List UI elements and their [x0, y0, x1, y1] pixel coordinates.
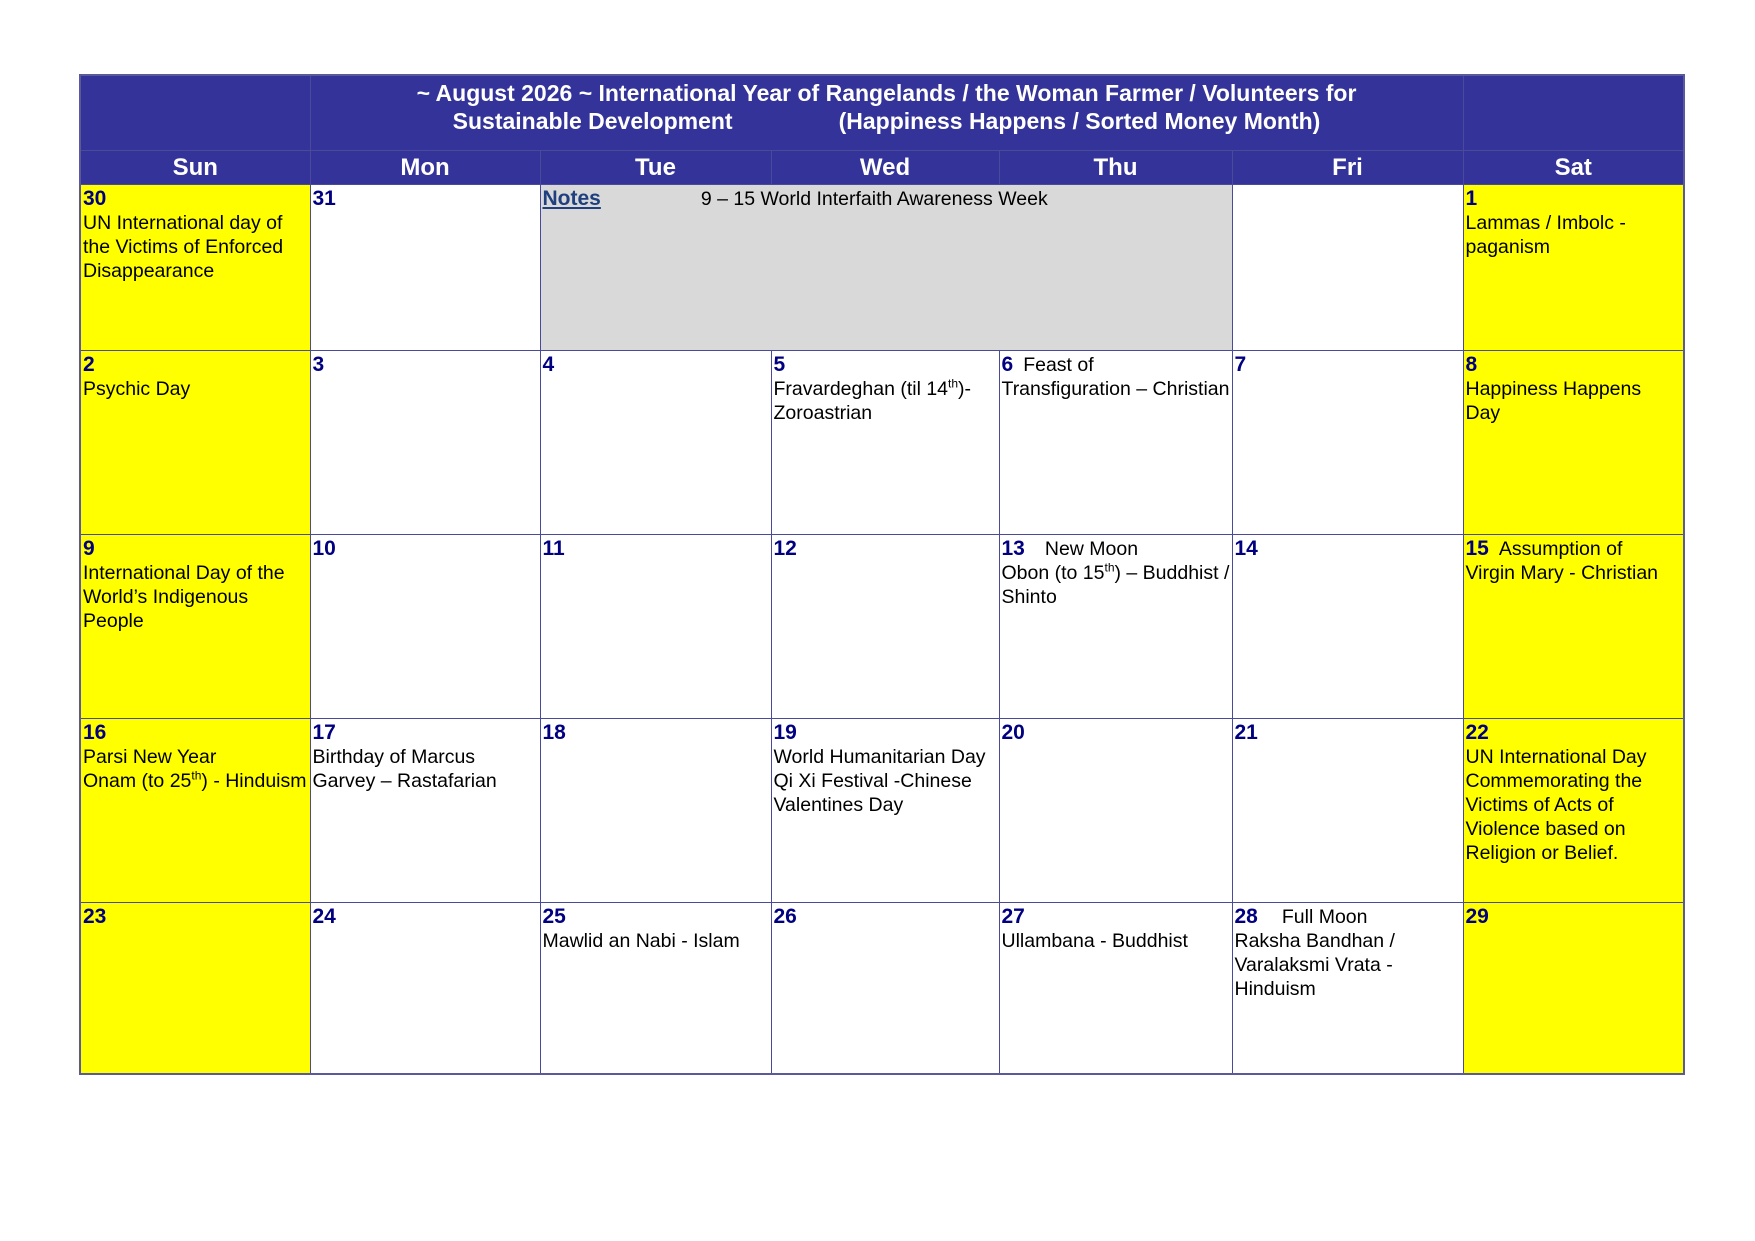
day-cell-11: [540, 535, 771, 719]
event-text: [774, 377, 997, 425]
date-number: 9: [83, 537, 95, 560]
date-number: 1: [1465, 187, 1478, 210]
day-cell-5: [771, 351, 999, 535]
event-text-sup: th: [948, 376, 959, 391]
date-number: 29: [1465, 905, 1489, 928]
event-text: Raksha Bandhan / Varalaksmi Vrata - Hinduism: [1234, 930, 1395, 1000]
date-number: 18: [542, 721, 566, 744]
date-number: 26: [773, 905, 797, 928]
day-cell-20: [999, 719, 1232, 903]
day-cell-10: [310, 535, 540, 719]
date-number: 24: [312, 905, 336, 928]
notes-text: 9 – 15 World Interfaith Awareness Week: [700, 188, 1048, 210]
event-text-inline: Assumption of: [1498, 538, 1623, 560]
date-number: 21: [1234, 721, 1258, 744]
title-line-2-right: (Happiness Happens / Sorted Money Month): [838, 108, 1321, 134]
event-text: UN International Day Commemorating the Victims of Acts of Violence based on Religion or Belief.: [1465, 746, 1647, 864]
day-cell-18: [540, 719, 771, 903]
event-text-inline: Feast of: [1023, 354, 1094, 376]
event-text-sup: th: [191, 768, 202, 783]
event-text: Happiness Happens Day: [1465, 378, 1642, 424]
date-number: 3: [312, 353, 325, 376]
day-cell-6: [999, 351, 1232, 535]
week-row-3: [80, 535, 1684, 719]
day-cell-27: [999, 903, 1232, 1075]
title-line-2: [311, 107, 1463, 135]
date-number: 23: [83, 905, 107, 928]
event-text-part: ) - Hinduism: [201, 770, 307, 792]
day-cell-9: [80, 535, 310, 719]
event-text-part: Fravardeghan (til 14: [773, 378, 949, 400]
date-number: 14: [1234, 537, 1258, 560]
event-text-part: ) – Buddhist / Shinto: [1001, 562, 1230, 608]
event-text: Transfiguration – Christian: [1001, 378, 1230, 400]
day-cell-4: [540, 351, 771, 535]
day-cell-26: [771, 903, 999, 1075]
event-text: UN International day of the Victims of Enforced Disappearance: [83, 212, 284, 282]
day-cell-15: [1463, 535, 1684, 719]
date-number: 4: [542, 353, 555, 376]
day-cell-19: [771, 719, 999, 903]
day-header-row: [80, 151, 1684, 185]
day-cell-13: [999, 535, 1232, 719]
date-number: 30: [83, 187, 107, 210]
date-number: 5: [773, 353, 786, 376]
title-line-2-left: Sustainable Development: [452, 108, 733, 134]
notes-title: Notes: [542, 187, 601, 210]
date-number: 22: [1465, 721, 1489, 744]
date-number: 10: [312, 537, 336, 560]
event-text: International Day of the World’s Indigenous People: [83, 562, 285, 632]
date-number: 28: [1234, 905, 1258, 928]
event-text-sup: th: [1104, 560, 1115, 575]
event-text: Virgin Mary - Christian: [1465, 562, 1659, 584]
event-text: Mawlid an Nabi - Islam: [542, 930, 740, 952]
calendar-title: [310, 75, 1463, 151]
date-number: 2: [83, 353, 95, 376]
date-number: 25: [542, 905, 566, 928]
day-cell-31: [310, 185, 540, 351]
date-number: 27: [1001, 905, 1025, 928]
day-cell-30: [80, 185, 310, 351]
week-row-4: [80, 719, 1684, 903]
event-text: [1002, 561, 1230, 609]
day-cell-29: [1463, 903, 1684, 1075]
week-row-1: [80, 185, 1684, 351]
day-cell-28: [1232, 903, 1463, 1075]
event-text: [83, 769, 308, 793]
day-header-sun: Sun: [80, 151, 310, 185]
day-cell-2: [80, 351, 310, 535]
title-line-1: ~ August 2026 ~ International Year of Rangelands / the Woman Farmer / Volunteers for: [416, 80, 1357, 106]
event-text: Birthday of Marcus Garvey – Rastafarian: [312, 746, 497, 792]
date-number: 20: [1001, 721, 1025, 744]
day-cell-7: [1232, 351, 1463, 535]
event-text-inline: Full Moon: [1281, 906, 1368, 928]
day-header-tue: Tue: [540, 151, 771, 185]
day-cell-3: [310, 351, 540, 535]
day-cell-23: [80, 903, 310, 1075]
event-text: Parsi New Year: [83, 746, 217, 768]
date-number: 8: [1465, 353, 1478, 376]
day-header-thu: Thu: [999, 151, 1232, 185]
notes-cell: [540, 185, 1232, 351]
day-header-wed: Wed: [771, 151, 999, 185]
day-cell-12: [771, 535, 999, 719]
day-cell-22: [1463, 719, 1684, 903]
calendar-table: [79, 74, 1685, 1075]
event-text-inline: New Moon: [1044, 538, 1139, 560]
week-row-5: [80, 903, 1684, 1075]
day-header-sat: Sat: [1463, 151, 1684, 185]
day-cell-blank: [1232, 185, 1463, 351]
event-text: Lammas / Imbolc - paganism: [1465, 212, 1626, 258]
event-text-part: Onam (to 25: [83, 770, 192, 792]
day-cell-25: [540, 903, 771, 1075]
date-number: 11: [542, 537, 565, 560]
date-number: 12: [773, 537, 797, 560]
day-cell-14: [1232, 535, 1463, 719]
date-number: 7: [1234, 353, 1247, 376]
title-spacer-right: [1463, 75, 1684, 151]
week-row-2: [80, 351, 1684, 535]
day-header-fri: Fri: [1232, 151, 1463, 185]
event-text: Qi Xi Festival -Chinese Valentines Day: [773, 770, 972, 816]
day-cell-8: [1463, 351, 1684, 535]
date-number: 13: [1001, 537, 1025, 560]
day-cell-17: [310, 719, 540, 903]
date-number: 19: [773, 721, 797, 744]
day-cell-16: [80, 719, 310, 903]
event-text-part: )- Zoroastrian: [773, 378, 972, 424]
title-row: [80, 75, 1684, 151]
title-spacer-left: [80, 75, 310, 151]
event-text: Psychic Day: [83, 378, 191, 400]
date-number: 6: [1001, 353, 1014, 376]
day-cell-21: [1232, 719, 1463, 903]
day-cell-24: [310, 903, 540, 1075]
event-text-part: Obon (to 15: [1001, 562, 1105, 584]
date-number: 16: [83, 721, 107, 744]
date-number: 31: [312, 187, 336, 210]
date-number: 15: [1465, 537, 1489, 560]
date-number: 17: [312, 721, 336, 744]
event-text: World Humanitarian Day: [773, 746, 986, 768]
day-cell-1: [1463, 185, 1684, 351]
event-text: Ullambana - Buddhist: [1001, 930, 1188, 952]
day-header-mon: Mon: [310, 151, 540, 185]
